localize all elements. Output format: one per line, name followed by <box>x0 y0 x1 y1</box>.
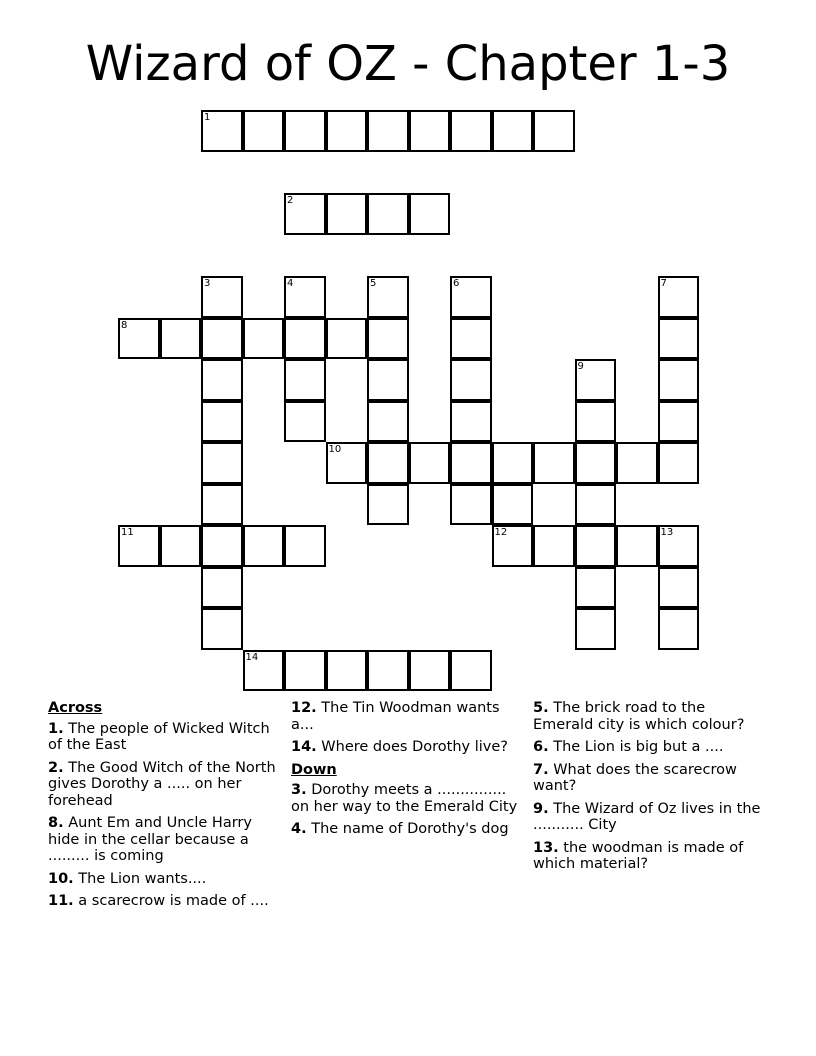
grid-cell[interactable] <box>658 608 700 650</box>
grid-cell[interactable] <box>450 276 492 318</box>
grid-cell[interactable] <box>450 359 492 401</box>
clue-down-6: 6. The Lion is big but a .... <box>533 739 724 755</box>
across-heading: Across <box>48 700 103 716</box>
grid-cell[interactable] <box>367 110 409 152</box>
grid-cell[interactable] <box>160 318 202 360</box>
cell-number: 13 <box>660 527 674 538</box>
cell-number: 5 <box>370 278 377 289</box>
puzzle-title: Wizard of OZ - Chapter 1-3 <box>85 36 731 92</box>
grid-cell[interactable] <box>326 650 368 692</box>
cell-number: 7 <box>660 278 667 289</box>
grid-cell[interactable] <box>658 525 700 567</box>
grid-cell[interactable] <box>658 318 700 360</box>
grid-cell[interactable] <box>284 359 326 401</box>
grid-cell[interactable] <box>201 318 243 360</box>
clue-across-11: 11. a scarecrow is made of .... <box>48 893 269 909</box>
clue-across-1: 1. The people of Wicked Witch of the East <box>48 720 270 753</box>
grid-cell[interactable] <box>118 318 160 360</box>
grid-cell[interactable] <box>201 525 243 567</box>
grid-cell[interactable] <box>575 525 617 567</box>
grid-cell[interactable] <box>658 442 700 484</box>
grid-cell[interactable] <box>492 484 534 526</box>
grid-cell[interactable] <box>118 525 160 567</box>
grid-cell[interactable] <box>409 650 451 692</box>
clue-across-14: 14. Where does Dorothy live? <box>291 739 508 755</box>
clue-down-7: 7. What does the scarecrow want? <box>533 761 737 794</box>
grid-cell[interactable] <box>575 484 617 526</box>
grid-cell[interactable] <box>492 110 534 152</box>
clue-down-9: 9. The Wizard of Oz lives in the ........... City <box>533 800 761 833</box>
clue-across-10: 10. The Lion wants.... <box>48 870 207 887</box>
clues-column-1 <box>48 700 278 916</box>
clue-across-2: 2. The Good Witch of the North gives Dorothy a ..... on her forehead <box>48 759 276 809</box>
clue-across-12: 12. The Tin Woodman wants a... <box>291 700 500 733</box>
grid-cell[interactable] <box>575 608 617 650</box>
grid-cell[interactable] <box>367 193 409 235</box>
grid-cell[interactable] <box>450 442 492 484</box>
grid-cell[interactable] <box>201 110 243 152</box>
grid-cell[interactable] <box>284 401 326 443</box>
grid-cell[interactable] <box>450 110 492 152</box>
grid-cell[interactable] <box>326 193 368 235</box>
clue-down-3: 3. Dorothy meets a ............... on her way to the Emerald City <box>291 782 518 815</box>
grid-cell[interactable] <box>450 650 492 692</box>
grid-cell[interactable] <box>450 401 492 443</box>
grid-cell[interactable] <box>367 650 409 692</box>
grid-cell[interactable] <box>575 442 617 484</box>
grid-cell[interactable] <box>658 359 700 401</box>
cell-number: 1 <box>204 112 211 123</box>
grid-cell[interactable] <box>533 442 575 484</box>
grid-cell[interactable] <box>284 650 326 692</box>
grid-cell[interactable] <box>616 525 658 567</box>
grid-cell[interactable] <box>243 525 285 567</box>
clues-column-2 <box>291 700 521 844</box>
cell-number: 4 <box>287 278 294 289</box>
grid-cell[interactable] <box>284 318 326 360</box>
grid-cell[interactable] <box>450 318 492 360</box>
grid-cell[interactable] <box>575 567 617 609</box>
grid-cell[interactable] <box>367 442 409 484</box>
clue-down-13: 13. the woodman is made of which material? <box>533 839 744 872</box>
grid-cell[interactable] <box>533 525 575 567</box>
grid-cell[interactable] <box>326 318 368 360</box>
clues-column-3 <box>533 700 768 879</box>
cell-number: 12 <box>494 527 508 538</box>
clue-down-5: 5. The brick road to the Emerald city is which colour? <box>533 700 745 733</box>
cell-number: 11 <box>121 527 134 538</box>
clue-down-4: 4. The name of Dorothy's dog <box>291 821 509 837</box>
grid-cell[interactable] <box>575 401 617 443</box>
grid-cell[interactable] <box>492 525 534 567</box>
clue-across-8: 8. Aunt Em and Uncle Harry hide in the cellar because a ......... is coming <box>48 815 252 864</box>
grid-cell[interactable] <box>326 110 368 152</box>
cell-number: 6 <box>453 278 460 289</box>
grid-cell[interactable] <box>201 442 243 484</box>
grid-cell[interactable] <box>367 276 409 318</box>
grid-cell[interactable] <box>658 276 700 318</box>
cell-number: 14 <box>245 651 259 663</box>
cell-number: 9 <box>577 361 584 372</box>
grid-cell[interactable] <box>533 110 575 152</box>
grid-cell[interactable] <box>409 442 451 484</box>
grid-cell[interactable] <box>616 442 658 484</box>
grid-cell[interactable] <box>201 359 243 401</box>
grid-cell[interactable] <box>284 525 326 567</box>
grid-cell[interactable] <box>409 193 451 235</box>
grid-cell[interactable] <box>450 484 492 526</box>
grid-cell[interactable] <box>658 401 700 443</box>
grid-cell[interactable] <box>243 110 285 152</box>
grid-cell[interactable] <box>201 567 243 609</box>
grid-cell[interactable] <box>243 650 285 692</box>
grid-cell[interactable] <box>575 359 617 401</box>
grid-cell[interactable] <box>201 608 243 650</box>
cell-number: 10 <box>328 444 342 455</box>
grid-cell[interactable] <box>326 442 368 484</box>
cell-number: 3 <box>204 278 211 289</box>
grid-cell[interactable] <box>367 318 409 360</box>
grid-cell[interactable] <box>201 276 243 318</box>
grid-cell[interactable] <box>284 110 326 152</box>
grid-cell[interactable] <box>160 525 202 567</box>
grid-cell[interactable] <box>201 401 243 443</box>
grid-cell[interactable] <box>367 401 409 443</box>
grid-cell[interactable] <box>284 276 326 318</box>
grid-cell[interactable] <box>367 359 409 401</box>
grid-cell[interactable] <box>243 318 285 360</box>
grid-cell[interactable] <box>658 567 700 609</box>
grid-cell[interactable] <box>367 484 409 526</box>
grid-cell[interactable] <box>492 442 534 484</box>
grid-cell[interactable] <box>409 110 451 152</box>
cell-number: 2 <box>287 195 294 206</box>
down-heading: Down <box>291 761 337 778</box>
grid-cell[interactable] <box>201 484 243 526</box>
cell-number: 8 <box>121 319 128 331</box>
grid-cell[interactable] <box>284 193 326 235</box>
